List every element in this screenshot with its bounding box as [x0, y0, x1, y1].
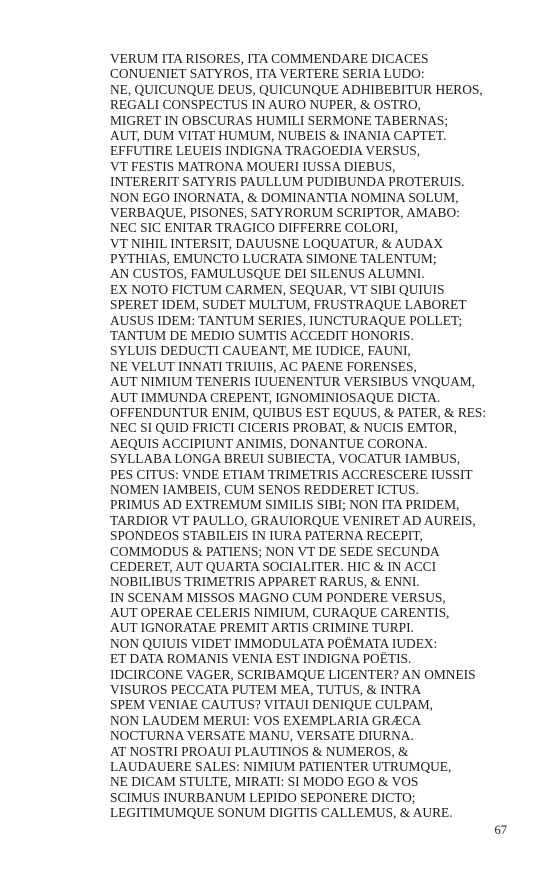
verse-line: OFFENDUNTUR ENIM, QUIBUS EST EQUUS, & PATER, & RES: [110, 404, 487, 420]
verse-line: NOMEN IAMBEIS, CUM SENOS REDDERET ICTUS. [110, 481, 419, 497]
verse-line: AN CUSTOS, FAMULUSQUE DEI SILENUS ALUMNI. [110, 266, 425, 282]
verse-line: VT FESTIS MATRONA MOUERI IUSSA DIEBUS, [110, 158, 396, 174]
verse-line: NE DICAM STULTE, MIRATI: SI MODO EGO & VOS [110, 774, 419, 790]
verse-line: AEQUIS ACCIPIUNT ANIMIS, DONANTUE CORONA. [110, 435, 428, 451]
page-number: 67 [494, 823, 507, 837]
verse-line: SPERET IDEM, SUDET MULTUM, FRUSTRAQUE LABORET [110, 297, 467, 313]
verse-line: LEGITIMUMQUE SONUM DIGITIS CALLEMUS, & AURE. [110, 805, 453, 821]
verse-line: VERUM ITA RISORES, ITA COMMENDARE DICACES [110, 51, 429, 66]
verse-line: EFFUTIRE LEUEIS INDIGNA TRAGOEDIA VERSUS, [110, 143, 421, 159]
verse-line: NOBILIBUS TRIMETRIS APPARET RARUS, & ENNI. [110, 574, 420, 590]
verse-line: NON LAUDEM MERUI: VOS EXEMPLARIA GRÆCA [110, 712, 422, 728]
verse-line: SPONDEOS STABILEIS IN IURA PATERNA RECEPIT, [110, 528, 423, 544]
verse-line: PRIMUS AD EXTREMUM SIMILIS SIBI; NON ITA PRIDEM, [110, 497, 460, 513]
verse-line: ET DATA ROMANIS VENIA EST INDIGNA POËTIS. [110, 651, 412, 667]
verse-line: PYTHIAS, EMUNCTO LUCRATA SIMONE TALENTUM; [110, 251, 437, 267]
verse-line: NOCTURNA VERSATE MANU, VERSATE DIURNA. [110, 728, 414, 744]
verse-line: SYLLABA LONGA BREUI SUBIECTA, VOCATUR IAMBUS, [110, 451, 461, 467]
verse-line: CONUENIET SATYROS, ITA VERTERE SERIA LUDO: [110, 66, 425, 82]
verse-line: REGALI CONSPECTUS IN AURO NUPER, & OSTRO, [110, 97, 421, 113]
verse-line: SCIMUS INURBANUM LEPIDO SEPONERE DICTO; [110, 789, 416, 805]
verse-line: AUT IGNORATAE PREMIT ARTIS CRIMINE TURPI. [110, 620, 414, 636]
verse-line: AUT IMMUNDA CREPENT, IGNOMINIOSAQUE DICTA. [110, 389, 441, 405]
verse-line: AT NOSTRI PROAUI PLAUTINOS & NUMEROS, & [110, 743, 409, 759]
verse-line: LAUDAUERE SALES: NIMIUM PATIENTER UTRUMQUE, [110, 758, 452, 774]
verse-line: NEC SI QUID FRICTI CICERIS PROBAT, & NUCIS EMTOR, [110, 420, 457, 436]
verse-text-block [110, 51, 530, 821]
verse-line: NE VELUT INNATI TRIUIIS, AC PAENE FORENSES, [110, 358, 417, 374]
verse-line: NEC SIC ENITAR TRAGICO DIFFERRE COLORI, [110, 220, 399, 236]
verse-line: NE, QUICUNQUE DEUS, QUICUNQUE ADHIBEBITUR HEROS, [110, 81, 483, 97]
verse-line: AUT NIMIUM TENERIS IUUENENTUR VERSIBUS VNQUAM, [110, 374, 476, 390]
verse-line: AUT, DUM VITAT HUMUM, NUBEIS & INANIA CAPTET. [110, 127, 447, 143]
verse-line: VERBAQUE, PISONES, SATYRORUM SCRIPTOR, AMABO: [110, 204, 460, 220]
verse-line: NON QUIUIS VIDET IMMODULATA POËMATA IUDEX: [110, 635, 438, 651]
verse-line: VISUROS PECCATA PUTEM MEA, TUTUS, & INTRA [110, 682, 422, 698]
verse-line: AUSUS IDEM: TANTUM SERIES, IUNCTURAQUE POLLET; [110, 312, 463, 328]
verse-line: NON EGO INORNATA, & DOMINANTIA NOMINA SOLUM, [110, 189, 459, 205]
verse-line: IN SCENAM MISSOS MAGNO CUM PONDERE VERSUS, [110, 589, 446, 605]
verse-line: TANTUM DE MEDIO SUMTIS ACCEDIT HONORIS. [110, 328, 414, 344]
verse-line: INTERERIT SATYRIS PAULLUM PUDIBUNDA PROTERUIS. [110, 174, 465, 190]
verse-line: SYLUIS DEDUCTI CAUEANT, ME IUDICE, FAUNI, [110, 343, 411, 359]
verse-line: SPEM VENIAE CAUTUS? VITAUI DENIQUE CULPAM, [110, 697, 434, 713]
verse-line: MIGRET IN OBSCURAS HUMILI SERMONE TABERNAS; [110, 112, 449, 128]
verse-line: PES CITUS: VNDE ETIAM TRIMETRIS ACCRESCERE IUSSIT [110, 466, 473, 482]
verse-line: AUT OPERAE CELERIS NIMIUM, CURAQUE CARENTIS, [110, 605, 450, 621]
verse-line: TARDIOR VT PAULLO, GRAUIORQUE VENIRET AD AUREIS, [110, 512, 476, 528]
verse-line: CEDERET, AUT QUARTA SOCIALITER. HIC & IN ACCI [110, 558, 437, 574]
verse-line: EX NOTO FICTUM CARMEN, SEQUAR, VT SIBI QUIUIS [110, 281, 445, 297]
verse-line: IDCIRCONE VAGER, SCRIBAMQUE LICENTER? AN OMNEIS [110, 666, 476, 682]
verse-line: VT NIHIL INTERSIT, DAUUSNE LOQUATUR, & AUDAX [110, 235, 444, 251]
verse-line: COMMODUS & PATIENS; NON VT DE SEDE SECUNDA [110, 543, 440, 559]
